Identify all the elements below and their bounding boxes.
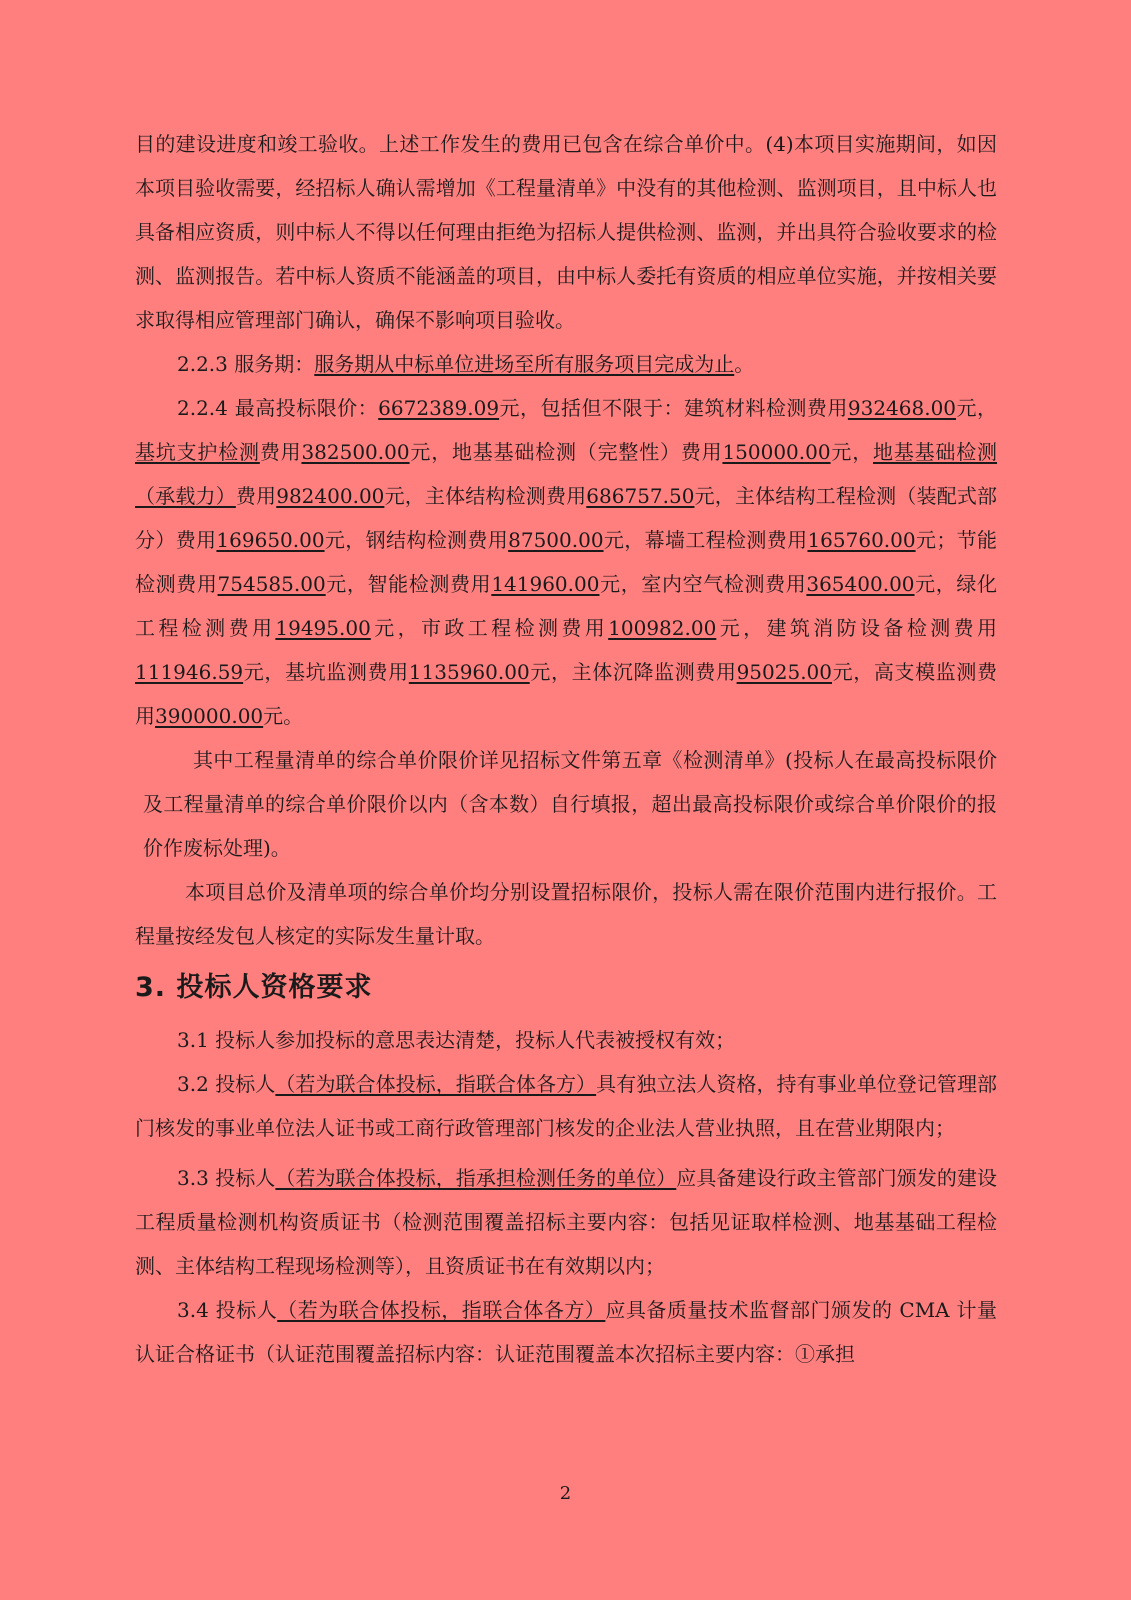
price-text: 元，幕墙工程检测费用 — [603, 528, 808, 552]
price-value: 87500.00 — [508, 528, 604, 552]
price-value: 100982.00 — [608, 616, 717, 640]
price-text: 元， — [830, 440, 874, 464]
price-value: 141960.00 — [491, 572, 600, 596]
price-text: 元，地基基础检测（完整性）费用 — [409, 440, 723, 464]
item-text: 应具备质量技术监督部门颁发的 CMA 计量认证合格证书（认证范围覆盖招标内容：认证范围覆盖本次招标主要内容：①承担 — [135, 1298, 998, 1366]
qualification-item-3-2 — [135, 1062, 997, 1150]
price-value: 365400.00 — [806, 572, 915, 596]
price-text: 元，市政工程检测费用 — [370, 616, 609, 640]
price-text: 元， — [956, 396, 998, 420]
price-text: 费用 — [235, 484, 277, 508]
price-value: 150000.00 — [722, 440, 831, 464]
price-value: 754585.00 — [217, 572, 326, 596]
price-value: 169650.00 — [216, 528, 325, 552]
service-period-label: 2.2.3 服务期： — [177, 352, 315, 376]
price-item-label: 基坑支护检测 — [135, 440, 260, 464]
service-period-tail: 。 — [734, 352, 755, 376]
price-value: 390000.00 — [155, 704, 264, 728]
price-value: 686757.50 — [586, 484, 695, 508]
price-value: 165760.00 — [807, 528, 916, 552]
price-text: 元；节能检测费用 — [135, 528, 998, 596]
price-value: 111946.59 — [135, 660, 244, 684]
item-label: 3.2 投标人 — [177, 1072, 276, 1096]
price-text: 元，主体结构检测费用 — [384, 484, 587, 508]
price-value: 382500.00 — [301, 440, 410, 464]
qualification-item-3-3 — [135, 1156, 997, 1288]
price-text: 元，室内空气检测费用 — [599, 572, 807, 596]
price-text: 元，高支模监测费用 — [135, 660, 998, 728]
paragraph-price-limit-note: 本项目总价及清单项的综合单价均分别设置招标限价，投标人需在限价范围内进行报价。工程量按经发包人核定的实际发生量计取。 — [135, 880, 997, 948]
page-number: 2 — [559, 1483, 572, 1504]
paragraph-service-period — [135, 342, 997, 386]
section-heading: 3. 投标人资格要求 — [135, 972, 373, 1003]
price-text: 费用 — [259, 440, 302, 464]
item-label: 3.3 投标人 — [177, 1166, 276, 1190]
item-text: 应具备建设行政主管部门颁发的建设工程质量检测机构资质证书（检测范围覆盖招标主要内容：包括见证取样检测、地基基础工程检测、主体结构工程现场检测等），且资质证书在有效期以内； — [135, 1166, 997, 1278]
item-underlined-note: （若为联合体投标，指承担检测任务的单位） — [275, 1166, 677, 1190]
price-value: 982400.00 — [276, 484, 385, 508]
price-text: 元，智能检测费用 — [325, 572, 492, 596]
price-text: 元。 — [263, 704, 304, 728]
price-value: 932468.00 — [847, 396, 957, 420]
paragraph-inspection-scope: 目的建设进度和竣工验收。上述工作发生的费用已包含在综合单价中。(4)本项目实施期间，如因本项目验收需要，经招标人确认需增加《工程量清单》中没有的其他检测、监测项目，且中标人也具备相应资质，则中标人不得以任何理由拒绝为招标人提供检测、监测，并出具符合验收要求的检测、监测报告。若中标人资质不能涵盖的项目，由中标人委托有资质的相应单位实施，并按相关要求取得相应管理部门确认，确保不影响项目验收。 — [135, 132, 997, 332]
price-value: 95025.00 — [736, 660, 833, 684]
price-text: 元，基坑监测费用 — [243, 660, 409, 684]
page-body — [135, 122, 997, 1376]
item-text: 具有独立法人资格，持有事业单位登记管理部门核发的事业单位法人证书或工商行政管理部门核发的企业法人营业执照，且在营业期限内； — [135, 1072, 997, 1140]
price-value: 19495.00 — [275, 616, 371, 640]
paragraph-unit-price-limit: 其中工程量清单的综合单价限价详见招标文件第五章《检测清单》(投标人在最高投标限价及工程量清单的综合单价限价以内（含本数）自行填报，超出最高投标限价或综合单价限价的报价作废标处理)。 — [143, 748, 997, 860]
paragraph-max-bid-price — [135, 386, 997, 738]
qualification-item-3-4 — [135, 1288, 997, 1376]
price-text: 元，主体沉降监测费用 — [529, 660, 737, 684]
item-underlined-note: （若为联合体投标，指联合体各方） — [275, 1072, 597, 1096]
item-underlined-note: （若为联合体投标，指联合体各方） — [277, 1298, 606, 1322]
price-item-label: 地基基础检测（承载力） — [135, 440, 998, 508]
qualification-item-3-1: 3.1 投标人参加投标的意思表达清楚，投标人代表被授权有效； — [177, 1028, 736, 1052]
max-price-value: 6672389.09 — [378, 396, 500, 420]
max-price-label: 2.2.4 最高投标限价： — [177, 396, 379, 420]
item-label: 3.4 投标人 — [177, 1298, 278, 1322]
service-period-value: 服务期从中标单位进场至所有服务项目完成为止 — [314, 352, 735, 376]
price-value: 1135960.00 — [408, 660, 530, 684]
price-text: 元，建筑消防设备检测费用 — [716, 616, 998, 640]
price-text: 元，钢结构检测费用 — [324, 528, 509, 552]
price-text: 元，绿化工程检测费用 — [135, 572, 998, 640]
price-text: 元，主体结构工程检测（装配式部分）费用 — [135, 484, 998, 552]
price-text: 元，包括但不限于：建筑材料检测费用 — [499, 396, 848, 420]
